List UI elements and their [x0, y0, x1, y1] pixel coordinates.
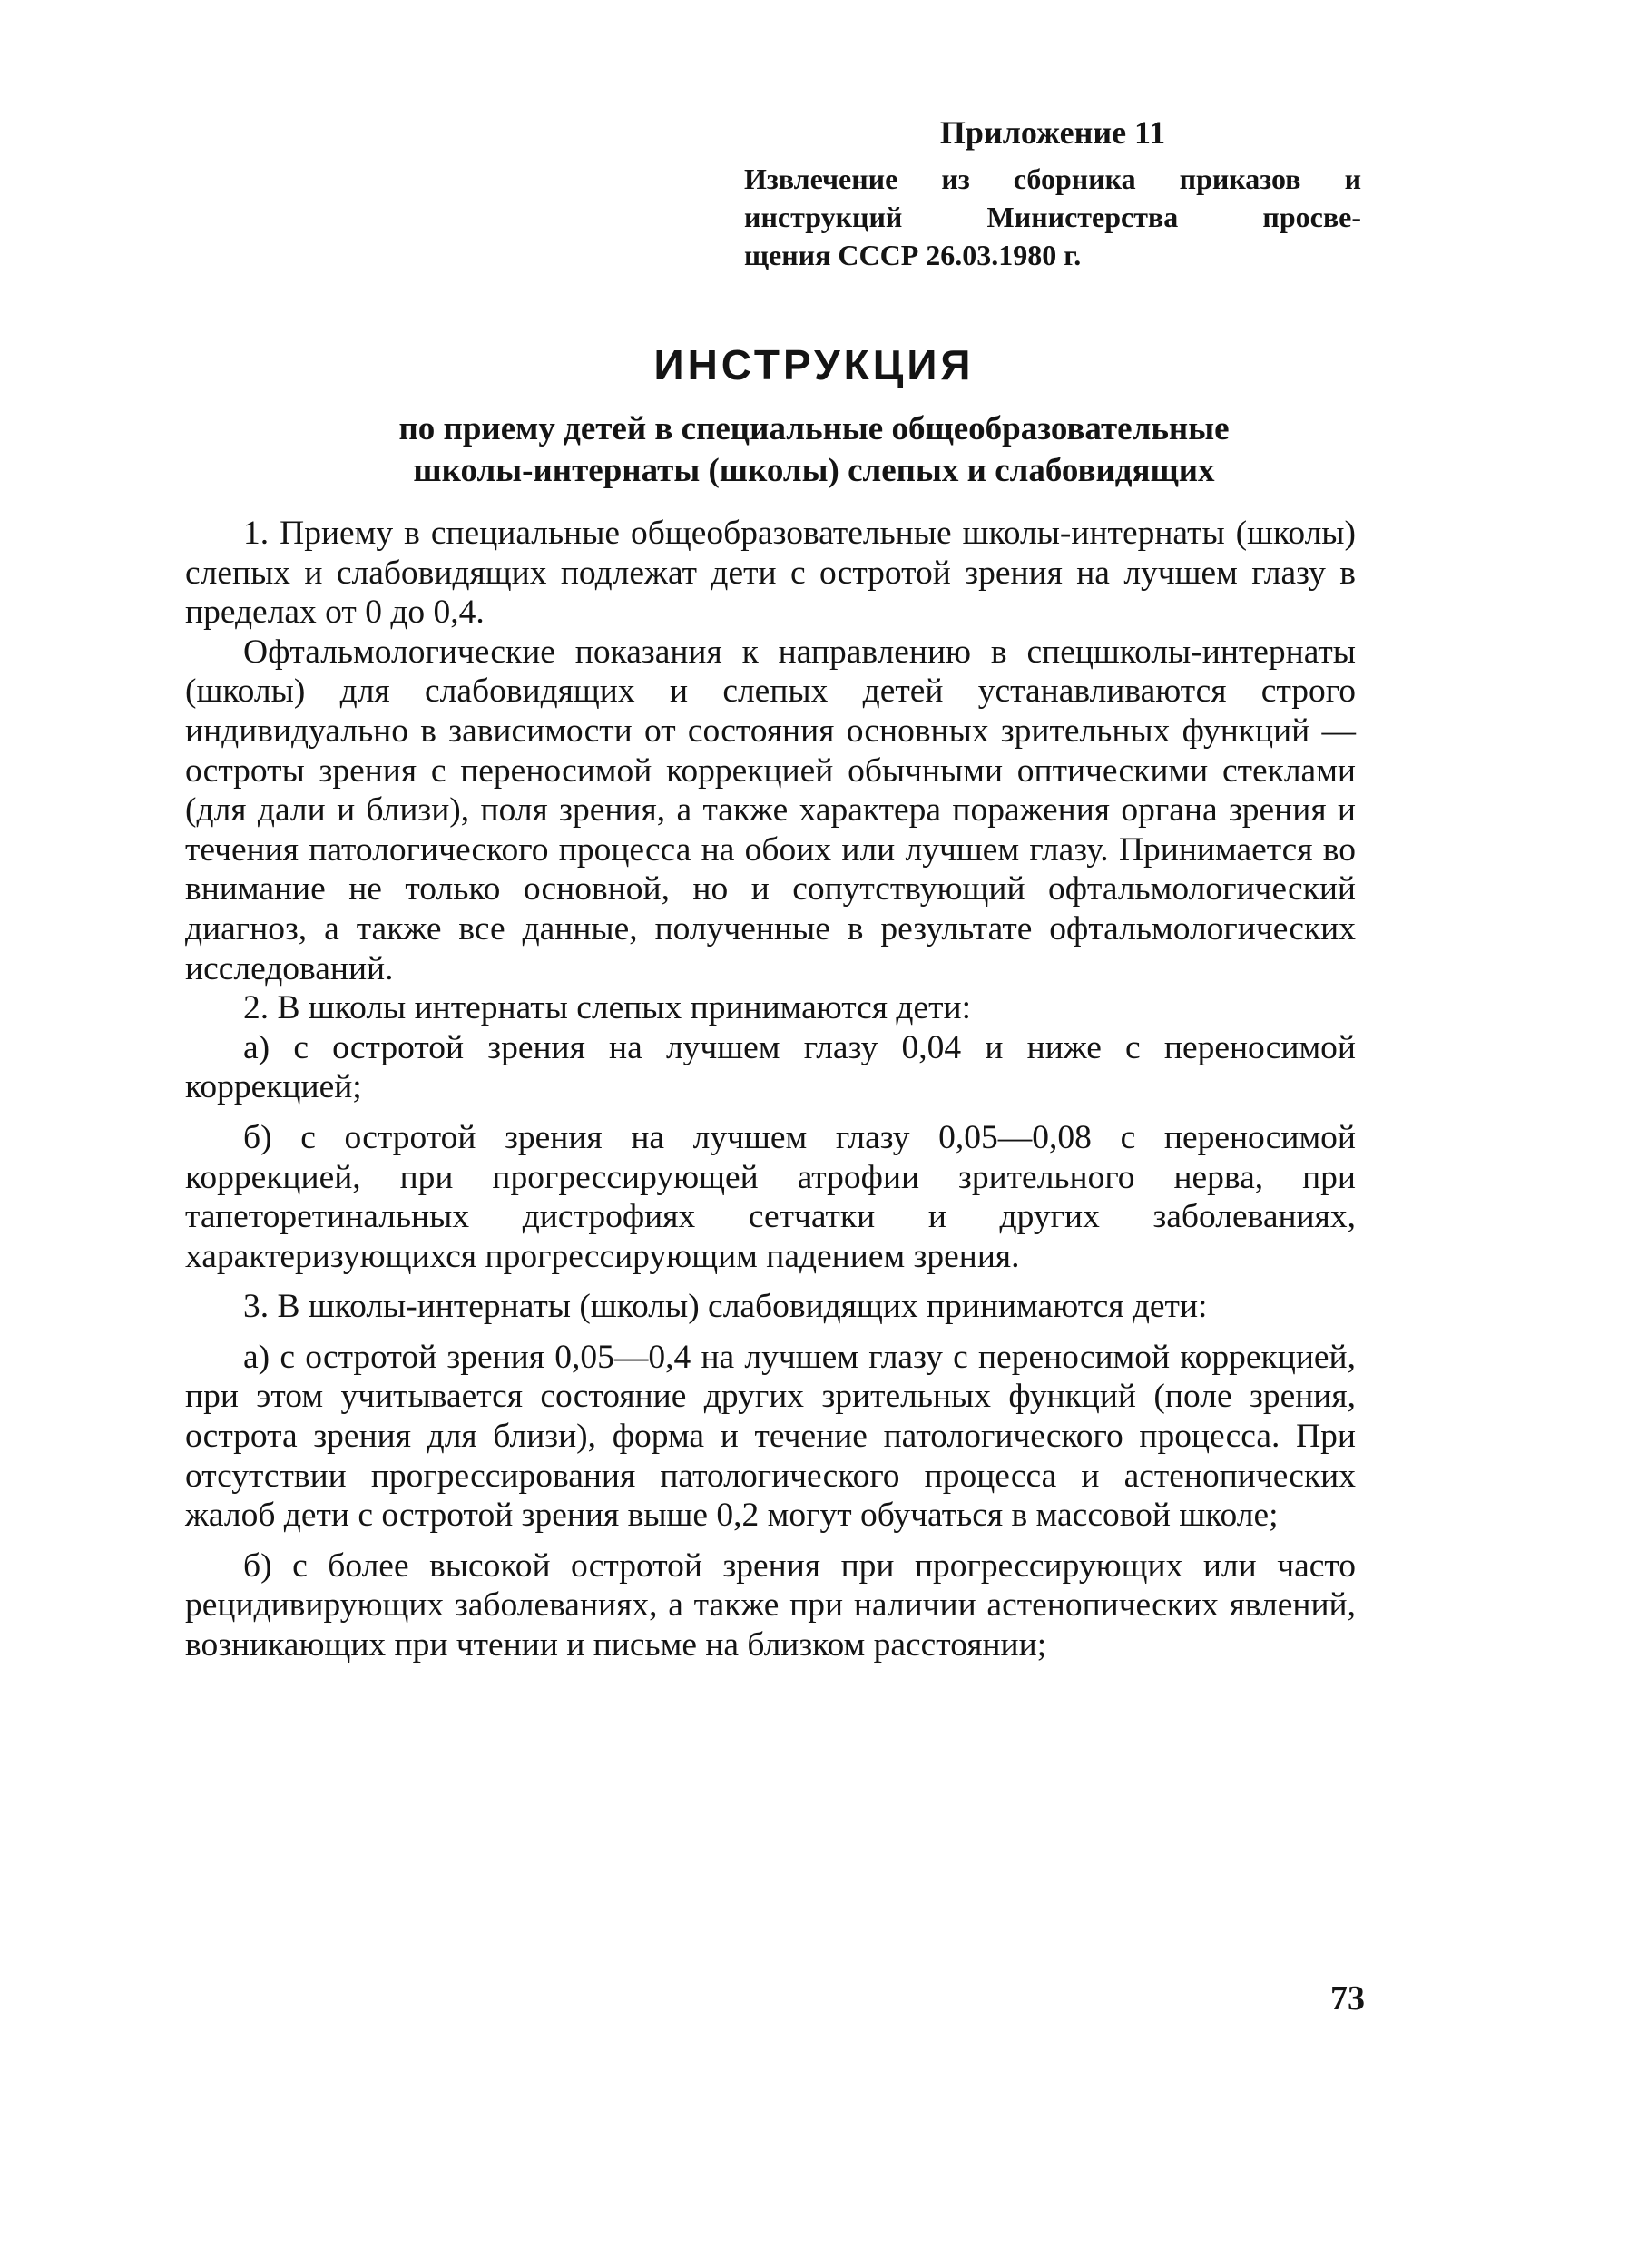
paragraph-item-2b: б) с остротой зрения на лучшем глазу 0,05—0,08 с переносимой коррекцией, при прогрессирующей атрофии зрительного нерва, при тапеторетинальных дистрофиях сетчатки и других заболеваниях, характеризующихся прогрессирующим падением зрения.: [185, 1118, 1356, 1275]
document-body: [185, 514, 1356, 1665]
paragraph-ophthalmic-indications: Офтальмологические показания к направлению в спецшколы-интернаты (школы) для слабовидящих и слепых детей устанавливаются строго индивидуально в зависимости от состояния основных зрительных функций — остроты зрения с переносимой коррекцией обычными оптическими стеклами (для дали и близи), поля зрения, а также характера поражения органа зрения и течения патологического процесса на обоих или лучшем глазу. Принимается во внимание не только основной, но и сопутствующий офтальмологический диагноз, а также все данные, полученные в результате офтальмологических исследований.: [185, 633, 1356, 987]
page-number: 73: [1330, 1979, 1365, 2018]
document-title: ИНСТРУКЦИЯ: [653, 341, 975, 388]
paragraph-item-2a: а) с остротой зрения на лучшем глазу 0,04 и ниже с переносимой коррекцией;: [185, 1028, 1356, 1106]
appendix-source-note: [744, 160, 1361, 274]
document-subtitle-line: по приему детей в специальные общеобразовательные: [398, 410, 1230, 447]
paragraph-item-2: 2. В школы интернаты слепых принимаются дети:: [243, 989, 972, 1027]
appendix-label: Приложение 11: [939, 114, 1166, 151]
document-title-block: [0, 338, 1628, 492]
appendix-note-line: щения СССР 26.03.1980 г.: [744, 239, 1082, 271]
appendix-header: [744, 111, 1361, 274]
paragraph-item-3a: а) с остротой зрения 0,05—0,4 на лучшем глазу с переносимой коррекцией, при этом учитывается состояние других зрительных функций (поле зрения, острота зрения для близи), форма и течение патологического процесса. При отсутствии прогрессирования патологического процесса и астенопических жалоб дети с остротой зрения выше 0,2 могут обучаться в массовой школе;: [185, 1338, 1356, 1535]
paragraph-item-3: 3. В школы-интернаты (школы) слабовидящих принимаются дети:: [243, 1288, 1208, 1326]
appendix-note-line: Извлечение из сборника приказов и: [744, 162, 1361, 195]
paragraph-item-3b: б) с более высокой остротой зрения при прогрессирующих или часто рецидивирующих заболеваниях, а также при наличии астенопических явлений, возникающих при чтении и письме на близком расстоянии;: [185, 1546, 1356, 1664]
document-subtitle-line: школы-интернаты (школы) слепых и слабовидящих: [413, 452, 1215, 489]
paragraph-item-1: 1. Приему в специальные общеобразовательные школы-интернаты (школы) слепых и слабовидящих подлежат дети с остротой зрения на лучшем глазу в пределах от 0 до 0,4.: [185, 515, 1356, 632]
appendix-note-line: инструкций Министерства просве-: [744, 201, 1361, 233]
